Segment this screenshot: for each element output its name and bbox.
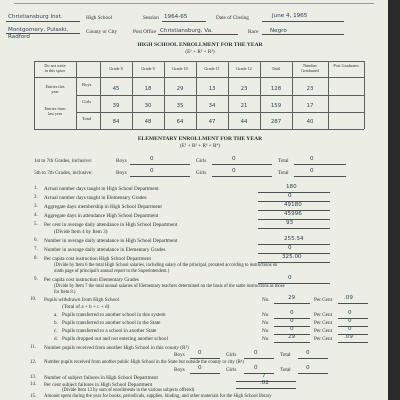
note-line: last year — [47, 111, 63, 116]
item-number: 10. — [30, 297, 37, 302]
elem-row-label: 1st to 7th Grades, inclusive: — [34, 158, 93, 164]
boys-value: 0 — [150, 156, 154, 162]
item-number: 13. — [30, 375, 37, 380]
underline — [130, 164, 190, 165]
item-number: 2. — [34, 195, 38, 200]
underline — [162, 21, 206, 22]
item-text: Number pupils received from another public High School in the State but outside the county or city (R³) — [44, 360, 244, 365]
item-value: 255.54 — [284, 236, 304, 242]
sub-text: Pupils dropped out and not entering another school — [62, 336, 168, 342]
pct-label: Per Cent — [314, 312, 333, 318]
item-number: 9. — [34, 277, 38, 282]
item-number: 11. — [30, 345, 37, 350]
item-number: 8. — [34, 256, 38, 261]
item-number: 3. — [34, 204, 38, 209]
pct-value: .09 — [344, 334, 353, 340]
school-type-label: High School — [86, 15, 113, 21]
session-label: Session — [143, 15, 159, 21]
girls-label: Girls — [196, 158, 207, 164]
pct-value: 0 — [348, 326, 352, 332]
girls-value: 0 — [254, 350, 258, 356]
table-cell: 159 — [270, 103, 282, 109]
no-value: 0 — [290, 318, 294, 324]
post-office-label: Post Office — [133, 29, 157, 35]
item-value: 45996 — [284, 211, 302, 217]
note-line: Do not write — [44, 63, 66, 68]
item-value: 93 — [286, 220, 294, 226]
pct-label: Per Cent — [314, 336, 333, 342]
item-number: 7. — [34, 247, 38, 252]
item-value: 325.00 — [282, 254, 302, 260]
hs-enrollment-title: HIGH SCHOOL ENROLLMENT FOR THE YEAR — [137, 42, 263, 48]
race-value: Negro — [270, 28, 287, 34]
table-cell: 40 — [306, 119, 314, 125]
item-text: Per capita cost instruction Elementary Grades — [44, 277, 139, 283]
item-value: 49180 — [284, 202, 302, 208]
boys-value: 0 — [150, 168, 154, 174]
sub-text: Pupils transferred to another school in this system — [62, 312, 166, 318]
item-note: (Divide Item 13 by sum of enrollments in the various subjects offered) — [62, 388, 195, 393]
total-label: Total — [278, 158, 289, 164]
item-text: Per cent in average daily attendance in High School Department — [44, 222, 178, 228]
pct-label: Per Cent — [314, 328, 333, 334]
no-value: 0 — [290, 310, 294, 316]
underline — [274, 303, 310, 304]
table-cell: 45 — [112, 86, 120, 92]
item-text: Actual number days taught in High School Department — [44, 186, 159, 192]
pct-label: Per Cent — [314, 320, 333, 326]
boys-label: Boys — [174, 352, 185, 358]
col-header: Grade 11 — [204, 66, 220, 71]
pct-value: 0 — [348, 310, 352, 316]
item-text: Number in average daily attendance in Elementary Grades — [44, 247, 166, 253]
total-value: 0 — [310, 168, 314, 174]
underline — [212, 176, 272, 177]
item-note: ninth page of principal's annual report to the Superintendent.) — [54, 269, 170, 274]
col-header: Grade 12 — [236, 66, 252, 71]
boys-label: Boys — [116, 158, 127, 164]
pct-value: 0 — [348, 318, 352, 324]
boys-label: Boys — [116, 170, 127, 176]
top-rule — [14, 3, 374, 4]
item-value: .02 — [260, 380, 269, 386]
post-office-value: Christiansburg, Va. — [160, 28, 213, 34]
underline — [6, 21, 80, 22]
item-value: 7 — [262, 373, 266, 379]
row-label-girls: Girls — [82, 99, 92, 104]
table-cell: 34 — [208, 103, 216, 109]
girls-label: Girls — [226, 367, 237, 373]
underline — [244, 358, 274, 359]
elem-enrollment-title: ELEMENTARY ENROLLMENT FOR THE YEAR — [137, 136, 263, 142]
underline — [298, 358, 328, 359]
girls-value: 0 — [232, 168, 236, 174]
item-note: (Divide by Item 6 the total High School salaries, including salary of the principal, prorated according to instructions on — [54, 263, 278, 268]
table-cell: 48 — [144, 119, 152, 125]
session-value: 1964-65 — [164, 14, 188, 20]
no-value: 0 — [290, 326, 294, 332]
item-text: Per cent subject failures in High School Department — [44, 382, 153, 388]
date-closing-label: Date of Closing — [216, 15, 249, 21]
underline — [258, 228, 330, 229]
item-number: 1. — [34, 186, 38, 191]
sub-text: Pupils transferred to a school in another State — [62, 328, 157, 334]
total-label: Total — [278, 170, 289, 176]
item-value: 0 — [288, 193, 292, 199]
underline — [244, 373, 274, 374]
note-line: Entries this — [45, 84, 65, 89]
sub-text: Pupils transferred to another school in the State — [62, 320, 161, 326]
table-cell: 23 — [306, 86, 314, 92]
underline — [262, 21, 344, 22]
table-cell: 128 — [270, 86, 282, 92]
item-text: Amount spent during the year for books, periodicals, supplies, binding, and other materials for the High School library — [44, 394, 272, 399]
no-label: No. — [262, 320, 270, 326]
elem-enrollment-formula: (E¹ + R² + R³ + R⁴) — [179, 143, 221, 149]
date-closing-value: June 4, 1965 — [272, 13, 308, 19]
table-cell: 84 — [112, 119, 120, 125]
sub-key: a. — [54, 312, 58, 318]
underline — [258, 244, 330, 245]
item-text: Pupils withdrawn from High School — [44, 297, 120, 303]
total-label: Total — [280, 352, 291, 358]
item-number: 14. — [30, 382, 37, 387]
underline — [338, 342, 368, 343]
underline — [294, 164, 346, 165]
table-cell: 17 — [306, 103, 314, 109]
boys-label: Boys — [174, 367, 185, 373]
table-cell: 35 — [176, 103, 184, 109]
total-value: 0 — [310, 156, 314, 162]
girls-label: Girls — [226, 352, 237, 358]
table-cell: 18 — [144, 86, 152, 92]
table-cell: 64 — [176, 119, 184, 125]
underline — [236, 388, 296, 389]
col-header: Grade 9 — [141, 66, 155, 71]
item-text: Number pupils received from another High School in this county (R²) — [44, 345, 189, 351]
item-text: Number of subject failures in High School Department — [44, 375, 158, 381]
pct-value: .09 — [344, 295, 353, 301]
item-number: 12. — [30, 360, 37, 365]
underline — [258, 192, 330, 193]
item-number: 6. — [34, 238, 38, 243]
no-label: No. — [262, 328, 270, 334]
table-cell: 13 — [208, 86, 216, 92]
row-label-boys: Boys — [82, 82, 92, 87]
underline — [338, 326, 368, 327]
no-label: No. — [262, 336, 270, 342]
total-value: 0 — [306, 350, 310, 356]
girls-value: 0 — [254, 365, 258, 371]
item-text: Number in average daily attendance in High School Department — [44, 238, 178, 244]
school-name: Christiansburg Inst. — [8, 14, 63, 20]
col-header: Post Graduates — [333, 63, 359, 68]
pct-label: Per Cent — [314, 297, 333, 303]
item-value: 0 — [288, 245, 292, 251]
underline — [212, 164, 272, 165]
county-value: Montgomery, Pulaski, Radford — [8, 27, 69, 40]
underline — [262, 34, 344, 35]
col-header: Grade 8 — [109, 66, 123, 71]
no-value: 29 — [288, 295, 296, 301]
item-value: 0 — [288, 275, 292, 281]
no-value: 29 — [288, 334, 296, 340]
elem-row-label: 5th to 7th Grades, inclusive: — [34, 170, 93, 176]
table-cell: 39 — [112, 103, 120, 109]
county-label: County or City — [86, 29, 118, 35]
note-line: in this space — [44, 68, 66, 73]
girls-value: 0 — [232, 156, 236, 162]
col-header: Total — [271, 66, 281, 71]
girls-label: Girls — [196, 170, 207, 176]
boys-value: 0 — [198, 350, 202, 356]
table-cell: 47 — [208, 119, 216, 125]
table-cell: 21 — [240, 103, 248, 109]
underline — [190, 358, 220, 359]
underline — [294, 176, 346, 177]
underline — [274, 342, 310, 343]
sub-key: d. — [54, 336, 58, 342]
item-text: Aggregate days in attendance High School Department — [44, 213, 159, 219]
note-line: Entries from — [44, 106, 66, 111]
item-note: for Item 8.) — [54, 290, 76, 295]
underline — [130, 176, 190, 177]
underline — [338, 303, 368, 304]
total-label: Total — [280, 367, 291, 373]
col-header: Grade 10 — [172, 66, 188, 71]
table-cell: 23 — [240, 86, 248, 92]
item-note: (Divide by Item 7 the total annual salaries of Elementary teachers determined on the basis of the same instructions as those — [54, 284, 285, 289]
item-formula: (Total of a + b + c + d) — [62, 304, 110, 310]
table-cell: 29 — [176, 86, 184, 92]
table-cell: 30 — [144, 103, 152, 109]
item-text: Per capita cost instruction High School Department — [44, 256, 151, 262]
scan-margin — [388, 0, 400, 400]
underline — [338, 318, 368, 319]
underline — [258, 219, 330, 220]
table-cell: 287 — [270, 119, 282, 125]
sub-key: b. — [54, 320, 58, 326]
item-note: (Divide Item 4 by Item 3) — [54, 229, 108, 235]
item-number: 5. — [34, 222, 38, 227]
race-label: Race — [248, 29, 259, 35]
item-value: 180 — [286, 184, 297, 190]
col-header: Number Graduated — [301, 63, 319, 73]
row-label-total: Total — [82, 116, 92, 121]
item-text: Aggregate days membership in High School Department — [44, 204, 162, 210]
underline — [6, 33, 80, 34]
item-number: 15. — [30, 394, 37, 399]
underline — [338, 334, 368, 335]
hs-enrollment-formula: (E¹ + R² + R³) — [185, 49, 215, 55]
no-label: No. — [262, 297, 270, 303]
sub-key: c. — [54, 328, 58, 334]
item-text: Actual number days taught in Elementary Grades — [44, 195, 147, 201]
note-line: year — [51, 89, 59, 94]
table-cell: 44 — [240, 119, 248, 125]
no-label: No. — [262, 312, 270, 318]
underline — [158, 34, 238, 35]
boys-value: 0 — [198, 365, 202, 371]
underline — [298, 373, 328, 374]
item-number: 4. — [34, 213, 38, 218]
total-value: 0 — [306, 365, 310, 371]
underline — [190, 373, 220, 374]
